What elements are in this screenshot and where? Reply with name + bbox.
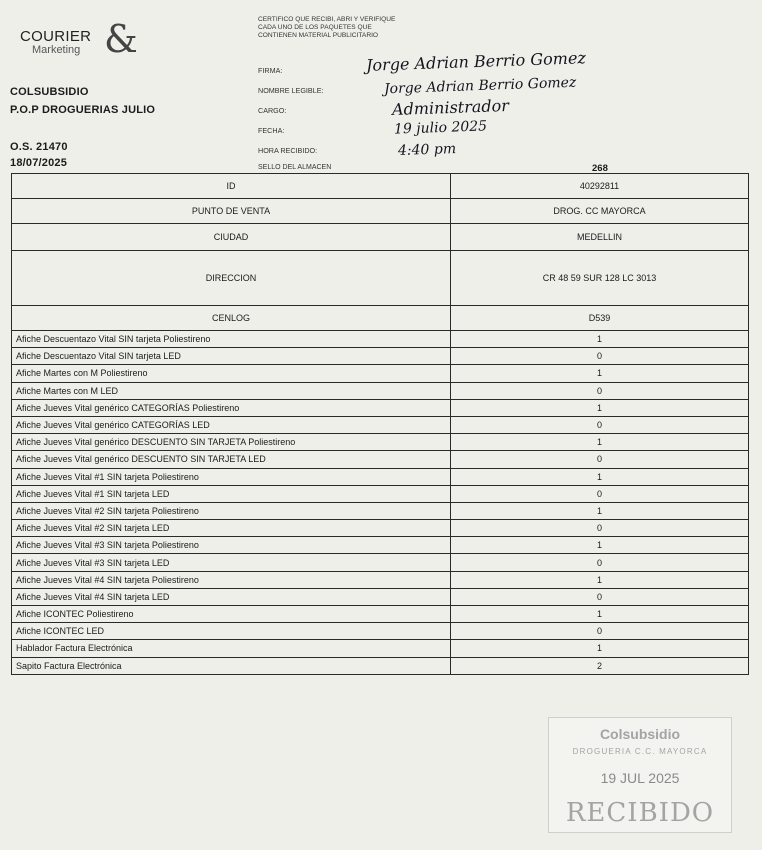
item-quantity: 1 [451, 571, 749, 588]
logo-ampersand-icon: & [104, 17, 138, 61]
item-label: Afiche Jueves Vital #2 SIN tarjeta Poliestireno [12, 502, 451, 519]
row-value: MEDELLIN [451, 224, 749, 251]
item-quantity: 1 [451, 365, 749, 382]
item-row [12, 571, 749, 588]
handwritten-cargo: Administrador [391, 95, 510, 120]
row-label: DIRECCION [12, 251, 451, 306]
delivery-table [11, 173, 749, 675]
row-label: CIUDAD [12, 224, 451, 251]
item-label: Afiche Jueves Vital genérico DESCUENTO SIN TARJETA LED [12, 451, 451, 468]
table-row [12, 224, 749, 251]
item-quantity: 1 [451, 468, 749, 485]
item-row [12, 416, 749, 433]
pop-label: P.O.P DROGUERIAS JULIO [10, 104, 156, 116]
item-label: Hablador Factura Electrónica [12, 640, 451, 657]
item-row [12, 434, 749, 451]
item-quantity: 0 [451, 451, 749, 468]
item-row [12, 623, 749, 640]
table-row [12, 174, 749, 199]
item-quantity: 1 [451, 502, 749, 519]
item-label: Afiche Jueves Vital genérico DESCUENTO SIN TARJETA Poliestireno [12, 434, 451, 451]
handwritten-time: 4:40 pm [397, 140, 457, 160]
item-quantity: 1 [451, 537, 749, 554]
item-row [12, 640, 749, 657]
row-value: CR 48 59 SUR 128 LC 3013 [451, 251, 749, 306]
row-value: DROG. CC MAYORCA [451, 199, 749, 224]
item-quantity: 0 [451, 623, 749, 640]
item-row [12, 331, 749, 348]
item-row [12, 451, 749, 468]
item-label: Afiche Jueves Vital genérico CATEGORÍAS LED [12, 416, 451, 433]
sheet-number: 268 [592, 163, 608, 174]
item-quantity: 0 [451, 554, 749, 571]
item-quantity: 0 [451, 416, 749, 433]
table-row [12, 306, 749, 331]
item-quantity: 0 [451, 348, 749, 365]
item-label: Afiche Jueves Vital #3 SIN tarjeta Poliestireno [12, 537, 451, 554]
order-number: O.S. 21470 [10, 141, 68, 153]
item-quantity: 1 [451, 331, 749, 348]
item-label: Afiche ICONTEC Poliestireno [12, 606, 451, 623]
item-quantity: 2 [451, 657, 749, 674]
row-label: CENLOG [12, 306, 451, 331]
table-row [12, 199, 749, 224]
item-row [12, 520, 749, 537]
item-label: Afiche ICONTEC LED [12, 623, 451, 640]
row-value: D539 [451, 306, 749, 331]
item-label: Sapito Factura Electrónica [12, 657, 451, 674]
hora-label: HORA RECIBIDO: [258, 146, 318, 155]
stamp-brand: Colsubsidio [599, 726, 681, 742]
item-row [12, 537, 749, 554]
order-date: 18/07/2025 [10, 157, 68, 169]
item-quantity: 1 [451, 434, 749, 451]
item-label: Afiche Jueves Vital genérico CATEGORÍAS Poliestireno [12, 399, 451, 416]
logo-main-text: COURIER [20, 28, 92, 45]
row-value: 40292811 [451, 174, 749, 199]
item-label: Afiche Descuentazo Vital SIN tarjeta LED [12, 348, 451, 365]
item-row [12, 399, 749, 416]
item-quantity: 0 [451, 520, 749, 537]
received-stamp [548, 717, 732, 833]
logo-sub-text: Marketing [32, 44, 81, 56]
row-label: ID [12, 174, 451, 199]
item-quantity: 1 [451, 399, 749, 416]
item-label: Afiche Martes con M LED [12, 382, 451, 399]
item-row [12, 365, 749, 382]
item-row [12, 485, 749, 502]
item-quantity: 1 [451, 640, 749, 657]
item-row [12, 588, 749, 605]
item-row [12, 606, 749, 623]
item-label: Afiche Jueves Vital #3 SIN tarjeta LED [12, 554, 451, 571]
item-row [12, 348, 749, 365]
stamp-date: 19 JUL 2025 [600, 770, 680, 786]
handwritten-date: 19 julio 2025 [393, 118, 488, 138]
item-label: Afiche Descuentazo Vital SIN tarjeta Poliestireno [12, 331, 451, 348]
sello-label: SELLO DEL ALMACEN [258, 164, 332, 171]
fecha-label: FECHA: [258, 126, 285, 135]
item-label: Afiche Martes con M Poliestireno [12, 365, 451, 382]
company-name: COLSUBSIDIO [10, 86, 89, 98]
firma-label: FIRMA: [258, 66, 283, 75]
item-quantity: 0 [451, 382, 749, 399]
nombre-label: NOMBRE LEGIBLE: [258, 86, 324, 95]
item-row [12, 382, 749, 399]
cargo-label: CARGO: [258, 106, 287, 115]
handwritten-name: Jorge Adrian Berrio Gomez [383, 74, 577, 98]
stamp-store: DROGUERIA C.C. MAYORCA [572, 747, 708, 756]
table-row [12, 251, 749, 306]
item-row [12, 502, 749, 519]
item-label: Afiche Jueves Vital #1 SIN tarjeta LED [12, 485, 451, 502]
item-label: Afiche Jueves Vital #2 SIN tarjeta LED [12, 520, 451, 537]
item-label: Afiche Jueves Vital #1 SIN tarjeta Poliestireno [12, 468, 451, 485]
certification-text: CERTIFICO QUE RECIBI, ABRI Y VERIFIQUE CADA UNO DE LOS PAQUETES QUE CONTIENEN MATERIAL PUBLICITARIO [258, 16, 396, 39]
item-label: Afiche Jueves Vital #4 SIN tarjeta LED [12, 588, 451, 605]
courier-marketing-logo [12, 17, 138, 68]
item-row [12, 554, 749, 571]
handwritten-signature: Jorge Adrian Berrio Gomez [365, 48, 587, 75]
item-quantity: 0 [451, 588, 749, 605]
item-label: Afiche Jueves Vital #4 SIN tarjeta Poliestireno [12, 571, 451, 588]
item-row [12, 657, 749, 674]
row-label: PUNTO DE VENTA [12, 199, 451, 224]
stamp-received: RECIBIDO [565, 798, 715, 828]
item-quantity: 1 [451, 606, 749, 623]
item-row [12, 468, 749, 485]
item-quantity: 0 [451, 485, 749, 502]
